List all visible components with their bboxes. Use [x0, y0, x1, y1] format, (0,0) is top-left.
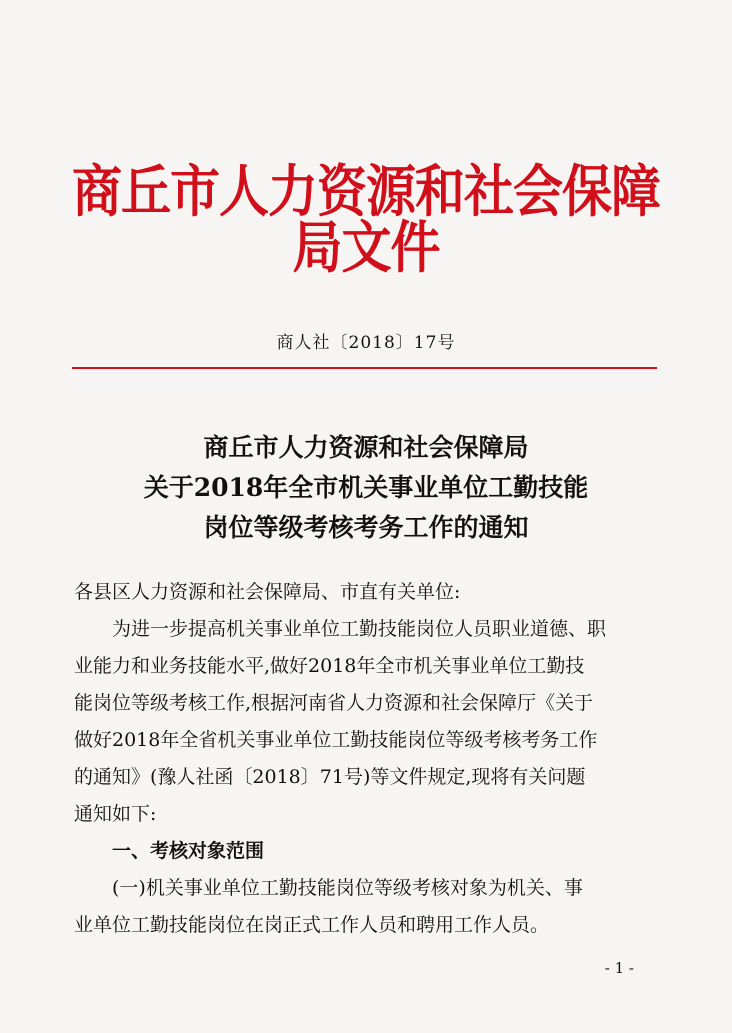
- paragraph-line: 业能力和业务技能水平,做好2018年全市机关事业单位工勤技: [74, 655, 585, 677]
- issuer-header-title: 商丘市人力资源和社会保障局文件: [72, 158, 660, 281]
- document-body: [74, 574, 674, 944]
- red-divider-line: [72, 367, 657, 369]
- notice-title-line: 关于2018年全市机关事业单位工勤技能: [143, 473, 589, 502]
- paragraph-line: 做好2018年全省机关事业单位工勤技能岗位等级考核考务工作: [74, 729, 598, 751]
- paragraph-line: 能岗位等级考核工作,根据河南省人力资源和社会保障厅《关于: [74, 692, 594, 714]
- notice-title-line: 岗位等级考核考务工作的通知: [203, 513, 529, 542]
- section-line: 业单位工勤技能岗位在岗正式工作人员和聘用工作人员。: [74, 914, 550, 936]
- paragraph-line: 为进一步提高机关事业单位工勤技能岗位人员职业道德、职: [112, 618, 607, 640]
- salutation: 各县区人力资源和社会保障局、市直有关单位:: [74, 581, 461, 603]
- notice-title: [0, 428, 732, 548]
- document-number: 商人社〔2018〕17号: [276, 333, 456, 353]
- section-heading: 一、考核对象范围: [112, 840, 265, 862]
- paragraph-line: 通知如下:: [74, 803, 157, 825]
- page-number: - 1 -: [604, 959, 634, 977]
- section-line: (一)机关事业单位工勤技能岗位等级考核对象为机关、事: [112, 877, 583, 899]
- paragraph-line: 的通知》(豫人社函〔2018〕71号)等文件规定,现将有关问题: [74, 766, 586, 788]
- notice-title-line: 商丘市人力资源和社会保障局: [203, 433, 529, 462]
